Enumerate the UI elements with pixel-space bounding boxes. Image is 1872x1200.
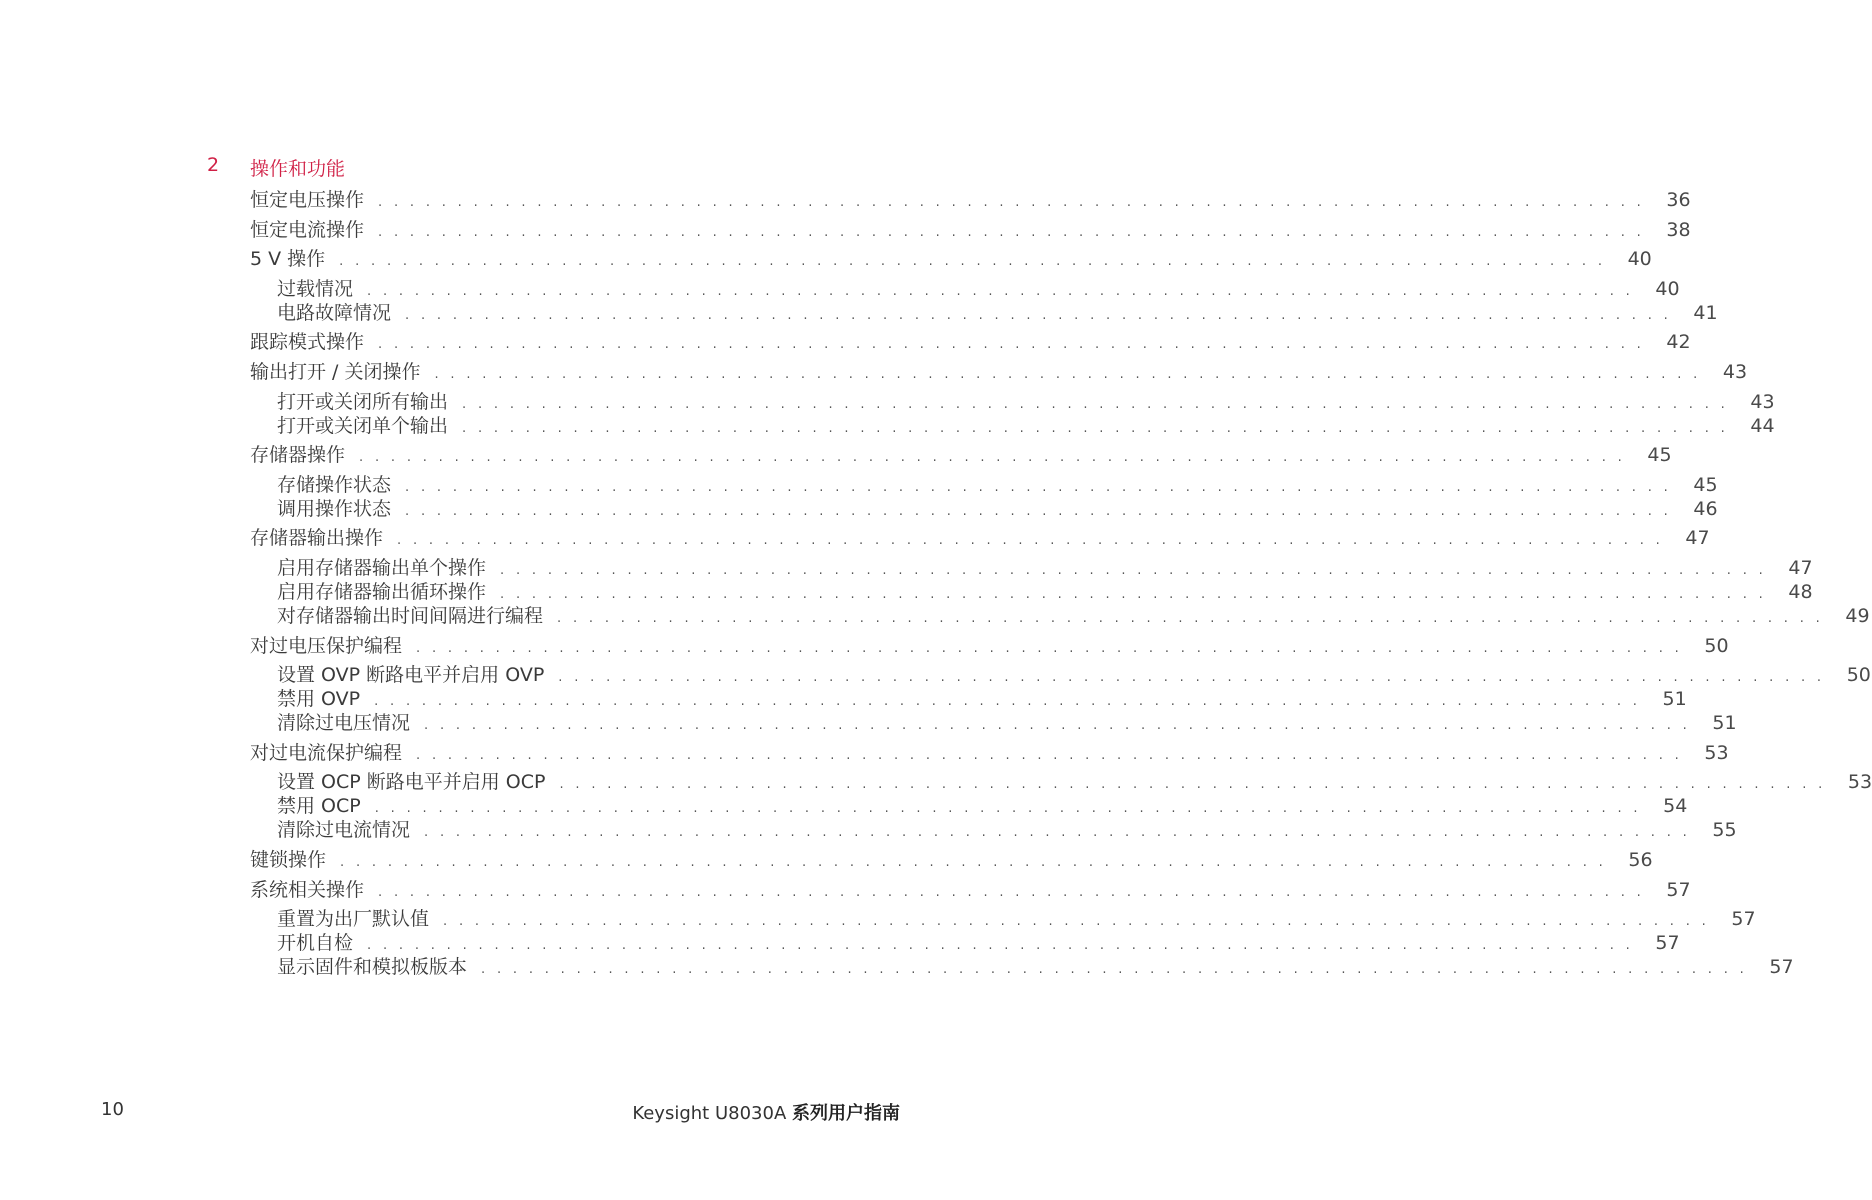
toc-entry-page: 51	[1712, 712, 1737, 734]
toc-entry-page: 36	[1666, 189, 1691, 211]
toc-entry-page: 43	[1722, 361, 1748, 383]
toc-entry[interactable]	[277, 817, 1737, 843]
toc-entry[interactable]	[250, 329, 1691, 355]
toc-entry-page: 51	[1662, 688, 1687, 710]
toc-entry-label: 打开或关闭单个输出	[277, 413, 462, 439]
toc-entry[interactable]	[250, 847, 1653, 873]
chapter-title[interactable]: 操作和功能	[250, 158, 346, 180]
toc-entry[interactable]	[277, 793, 1688, 819]
toc-dot-leader: ................................................................................	[416, 641, 1691, 656]
toc-entry[interactable]	[277, 276, 1680, 302]
toc-entry-page: 57	[1666, 879, 1691, 901]
toc-dot-leader: ................................................................................	[559, 777, 1835, 792]
toc-entry-page: 47	[1788, 557, 1813, 579]
toc-entry-label: 跟踪模式操作	[250, 329, 378, 355]
toc-dot-leader: ................................................................................	[462, 397, 1737, 412]
toc-entry-label: 5 V 操作	[250, 246, 339, 272]
toc-entry-label: 设置 OCP 断路电平并启用 OCP	[277, 769, 559, 795]
toc-entry[interactable]	[277, 389, 1775, 415]
toc-dot-leader: ................................................................................	[405, 504, 1680, 519]
toc-entry-page: 50	[1846, 664, 1871, 686]
toc-entry-page: 53	[1704, 742, 1729, 764]
toc-entry-label: 对存储器输出时间间隔进行编程	[277, 603, 557, 629]
toc-entry[interactable]	[250, 187, 1691, 213]
toc-dot-leader: ................................................................................	[557, 611, 1832, 626]
toc-dot-leader: ................................................................................	[500, 587, 1775, 602]
toc-dot-leader: ................................................................................	[374, 694, 1649, 709]
toc-entry[interactable]	[277, 496, 1718, 522]
toc-entry[interactable]	[277, 930, 1680, 956]
toc-dot-leader: ................................................................................	[481, 962, 1756, 977]
toc-dot-leader: ................................................................................	[443, 914, 1718, 929]
footer-document-title	[632, 1099, 900, 1125]
toc-entry-page: 55	[1712, 819, 1737, 841]
toc-entry-page: 40	[1627, 248, 1652, 270]
toc-entry-label: 清除过电压情况	[277, 710, 424, 736]
toc-entry-label: 对过电流保护编程	[250, 740, 416, 766]
toc-entry-page: 47	[1685, 527, 1710, 549]
toc-dot-leader: ................................................................................	[462, 421, 1737, 436]
toc-dot-leader: ................................................................................	[378, 225, 1653, 240]
toc-entry[interactable]	[250, 217, 1691, 243]
toc-entry[interactable]	[250, 246, 1652, 272]
toc-entry-label: 存储器操作	[250, 442, 359, 468]
toc-entry-page: 56	[1628, 849, 1653, 871]
toc-entry-page: 41	[1693, 302, 1718, 324]
toc-entry-page: 49	[1845, 605, 1870, 627]
toc-dot-leader: ................................................................................	[339, 254, 1614, 269]
toc-entry[interactable]	[277, 300, 1718, 326]
toc-entry-page: 57	[1731, 908, 1756, 930]
toc-entry-page: 54	[1663, 795, 1688, 817]
toc-dot-leader: ................................................................................	[378, 195, 1653, 210]
toc-entry-page: 43	[1750, 391, 1775, 413]
toc-entry-label: 显示固件和模拟板版本	[277, 954, 481, 980]
toc-entry-label: 启用存储器输出单个操作	[277, 555, 500, 581]
toc-entry-label: 开机自检	[277, 930, 367, 956]
toc-entry[interactable]	[250, 442, 1672, 468]
toc-entry-label: 对过电压保护编程	[250, 633, 416, 659]
toc-dot-leader: ................................................................................	[500, 563, 1775, 578]
toc-entry-page: 45	[1647, 444, 1672, 466]
toc-entry[interactable]	[250, 359, 1748, 385]
toc-dot-leader: ................................................................................	[367, 938, 1642, 953]
toc-entry-label: 恒定电流操作	[250, 217, 378, 243]
toc-entry-label: 存储器输出操作	[250, 525, 397, 551]
toc-entry[interactable]	[277, 603, 1870, 629]
toc-entry[interactable]	[250, 633, 1729, 659]
toc-dot-leader: ................................................................................	[424, 825, 1699, 840]
toc-entry-label: 启用存储器输出循环操作	[277, 579, 500, 605]
toc-entry-label: 系统相关操作	[250, 877, 378, 903]
toc-entry-label: 清除过电流情况	[277, 817, 424, 843]
toc-entry-label: 电路故障情况	[277, 300, 405, 326]
toc-entry-page: 46	[1693, 498, 1718, 520]
toc-dot-leader: ................................................................................	[397, 533, 1672, 548]
toc-dot-leader: ................................................................................	[378, 885, 1653, 900]
toc-entry-label: 存储操作状态	[277, 472, 405, 498]
toc-dot-leader: ................................................................................	[340, 855, 1615, 870]
toc-entry[interactable]	[277, 686, 1687, 712]
toc-entry-page: 42	[1666, 331, 1691, 353]
toc-entry-label: 重置为出厂默认值	[277, 906, 443, 932]
toc-dot-leader: ................................................................................	[359, 450, 1634, 465]
toc-entry-label: 禁用 OVP	[277, 686, 374, 712]
toc-entry[interactable]	[277, 710, 1737, 736]
toc-entry-page: 57	[1769, 956, 1794, 978]
toc-dot-leader: ................................................................................	[367, 284, 1642, 299]
toc-entry[interactable]	[250, 877, 1691, 903]
toc-dot-leader: ................................................................................	[378, 337, 1653, 352]
toc-entry-label: 过载情况	[277, 276, 367, 302]
toc-entry-page: 50	[1704, 635, 1729, 657]
toc-entry[interactable]	[250, 525, 1710, 551]
toc-dot-leader: ................................................................................	[434, 367, 1710, 382]
toc-dot-leader: ................................................................................	[558, 670, 1833, 685]
footer-title-prefix: Keysight U8030A	[632, 1103, 787, 1124]
footer-page-number: 10	[101, 1099, 124, 1120]
toc-entry-page: 48	[1788, 581, 1813, 603]
toc-entry[interactable]	[277, 413, 1775, 439]
toc-dot-leader: ................................................................................	[405, 480, 1680, 495]
toc-entry-label: 打开或关闭所有输出	[277, 389, 462, 415]
toc-entry[interactable]	[277, 662, 1871, 688]
toc-entry-label: 输出打开 / 关闭操作	[250, 359, 434, 385]
footer-title-suffix: 系列用户指南	[792, 1103, 900, 1124]
toc-dot-leader: ................................................................................	[405, 308, 1680, 323]
toc-entry-label: 禁用 OCP	[277, 793, 375, 819]
toc-entry-label: 恒定电压操作	[250, 187, 378, 213]
toc-entry-page: 53	[1847, 771, 1872, 793]
toc-entry-label: 调用操作状态	[277, 496, 405, 522]
toc-entry-page: 40	[1655, 278, 1680, 300]
toc-entry[interactable]	[277, 906, 1756, 932]
toc-entry-page: 44	[1750, 415, 1775, 437]
toc-entry[interactable]	[277, 954, 1794, 980]
toc-entry[interactable]	[250, 740, 1729, 766]
toc-entry-label: 键锁操作	[250, 847, 340, 873]
toc-entry-page: 57	[1655, 932, 1680, 954]
toc-dot-leader: ................................................................................	[424, 718, 1699, 733]
toc-dot-leader: ................................................................................	[416, 748, 1691, 763]
toc-entry[interactable]	[277, 769, 1872, 795]
toc-entry-page: 38	[1666, 219, 1691, 241]
toc-dot-leader: ................................................................................	[374, 801, 1650, 816]
chapter-number: 2	[207, 154, 220, 176]
toc-entry[interactable]	[277, 472, 1718, 498]
toc-entry-label: 设置 OVP 断路电平并启用 OVP	[277, 662, 558, 688]
toc-entry[interactable]	[277, 555, 1813, 581]
toc-entry[interactable]	[277, 579, 1813, 605]
toc-entry-page: 45	[1693, 474, 1718, 496]
